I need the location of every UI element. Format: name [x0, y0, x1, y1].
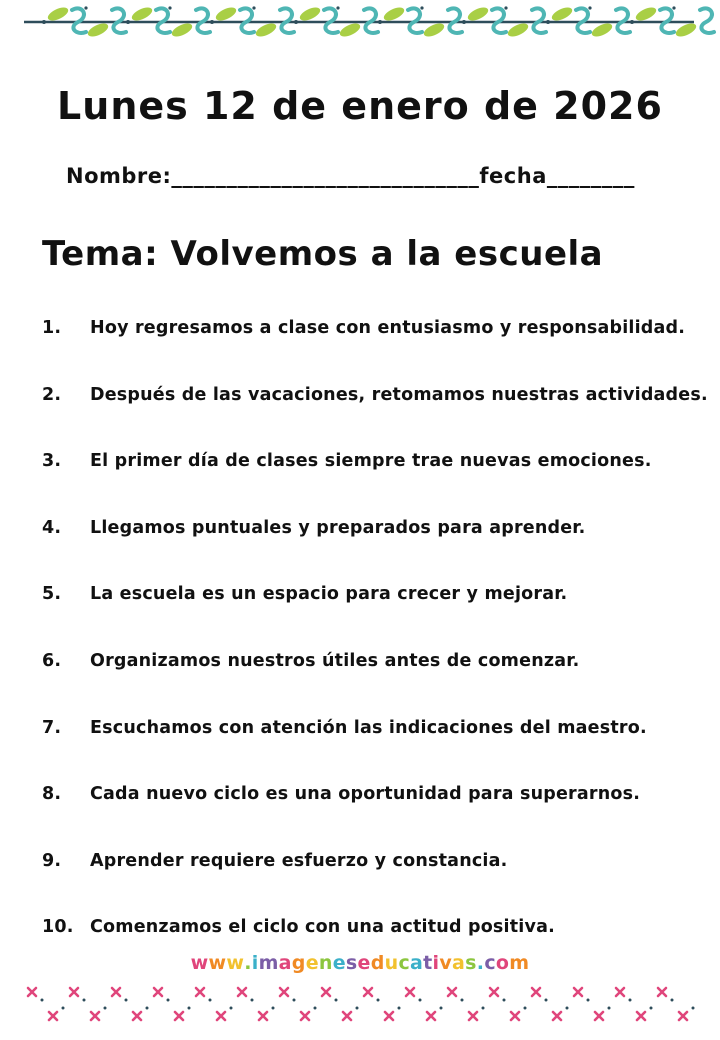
- item-number: 6.: [42, 650, 62, 671]
- date-blank: ________: [546, 164, 635, 188]
- name-label: Nombre:: [66, 164, 172, 188]
- name-blank: ____________________________: [171, 164, 480, 188]
- item-text: Después de las vacaciones, retomamos nuestras actividades.: [90, 384, 708, 405]
- item-number: 4.: [42, 517, 62, 538]
- list-item: [0, 584, 720, 651]
- name-date-line: [66, 164, 635, 188]
- item-text: Llegamos puntuales y preparados para aprender.: [90, 517, 586, 538]
- item-number: 7.: [42, 717, 62, 738]
- list-item: [0, 518, 720, 585]
- item-number: 3.: [42, 451, 62, 472]
- item-text: Cada nuevo ciclo es una oportunidad para superarnos.: [90, 784, 641, 805]
- sentence-list: [0, 318, 720, 984]
- list-item: [0, 385, 720, 452]
- date-label: fecha: [479, 164, 547, 188]
- website-url: www.imageneseducativas.com: [190, 952, 530, 974]
- item-text: El primer día de clases siempre trae nuevas emociones.: [90, 451, 652, 472]
- item-number: 10.: [42, 917, 74, 938]
- item-number: 2.: [42, 384, 62, 405]
- list-item: [0, 851, 720, 918]
- item-number: 5.: [42, 584, 62, 605]
- topic-heading: Tema: Volvemos a la escuela: [42, 234, 604, 274]
- page-title: Lunes 12 de enero de 2026: [57, 84, 663, 128]
- item-text: La escuela es un espacio para crecer y mejorar.: [90, 584, 568, 605]
- bottom-cross-border: [0, 978, 720, 1028]
- list-item: [0, 718, 720, 785]
- item-text: Organizamos nuestros útiles antes de comenzar.: [90, 650, 580, 671]
- item-text: Escuchamos con atención las indicaciones del maestro.: [90, 717, 647, 738]
- item-text: Comenzamos el ciclo con una actitud positiva.: [90, 917, 555, 938]
- item-text: Aprender requiere esfuerzo y constancia.: [90, 850, 508, 871]
- item-number: 8.: [42, 784, 62, 805]
- item-number: 1.: [42, 318, 62, 338]
- list-item: [0, 318, 720, 385]
- item-number: 9.: [42, 850, 62, 871]
- top-vine-border: [0, 0, 720, 50]
- item-text: Hoy regresamos a clase con entusiasmo y responsabilidad.: [90, 318, 686, 338]
- list-item: [0, 784, 720, 851]
- list-item: [0, 451, 720, 518]
- list-item: [0, 651, 720, 718]
